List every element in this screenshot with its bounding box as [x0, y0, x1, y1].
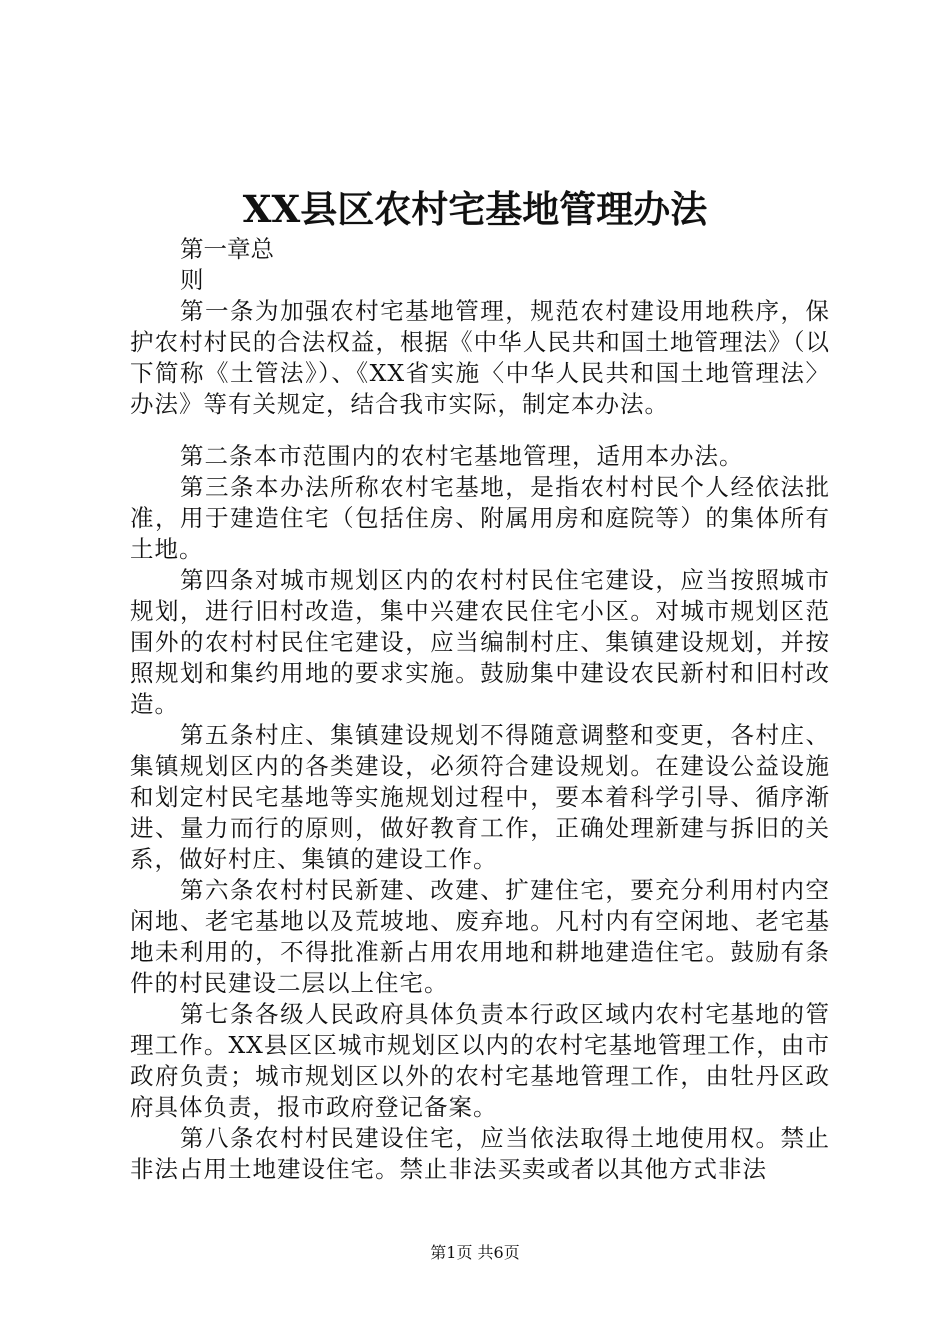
page-footer: 第1页 共6页	[430, 1243, 520, 1262]
article-5: 第五条村庄、集镇建设规划不得随意调整和变更，各村庄、集镇规划区内的各类建设，必须符合建设规划。在建设公益设施和划定村民宅基地等实施规划过程中，要本着科学引导、循序渐进、量力而行的原则，做好教育工作，正确处理新建与拆旧的关系，做好村庄、集镇的建设工作。	[130, 721, 830, 873]
article-3: 第三条本办法所称农村宅基地，是指农村村民个人经依法批准，用于建造住宅（包括住房、附属用房和庭院等）的集体所有土地。	[130, 473, 830, 563]
article-4: 第四条对城市规划区内的农村村民住宅建设，应当按照城市规划，进行旧村改造，集中兴建农民住宅小区。对城市规划区范围外的农村村民住宅建设，应当编制村庄、集镇建设规划，并按照规划和集约用地的要求实施。鼓励集中建设农民新村和旧村改造。	[130, 566, 830, 718]
chapter-heading: 第一章总	[180, 235, 274, 263]
article-6: 第六条农村村民新建、改建、扩建住宅，要充分利用村内空闲地、老宅基地以及荒坡地、废弃地。凡村内有空闲地、老宅基地未利用的，不得批准新占用农用地和耕地建造住宅。鼓励有条件的村民建设二层以上住宅。	[130, 876, 830, 997]
article-7: 第七条各级人民政府具体负责本行政区域内农村宅基地的管理工作。XX县区区城市规划区以内的农村宅基地管理工作，由市政府负责；城市规划区以外的农村宅基地管理工作，由牡丹区政府具体负责，报市政府登记备案。	[130, 1000, 830, 1121]
article-2: 第二条本市范围内的农村宅基地管理，适用本办法。	[180, 442, 744, 470]
document-body	[130, 234, 830, 1185]
article-8: 第八条农村村民建设住宅，应当依法取得土地使用权。禁止非法占用土地建设住宅。禁止非法买卖或者以其他方式非法	[130, 1124, 830, 1183]
page-title: XX县区农村宅基地管理办法	[242, 187, 708, 231]
chapter-heading-continued: 则	[180, 266, 204, 294]
paragraph-gap	[130, 420, 830, 441]
article-1: 第一条为加强农村宅基地管理，规范农村建设用地秩序，保护农村村民的合法权益，根据《中华人民共和国土地管理法》（以下简称《土管法》）、《XX省实施〈中华人民共和国土地管理法〉办法》等有关规定，结合我市实际，制定本办法。	[130, 297, 830, 418]
